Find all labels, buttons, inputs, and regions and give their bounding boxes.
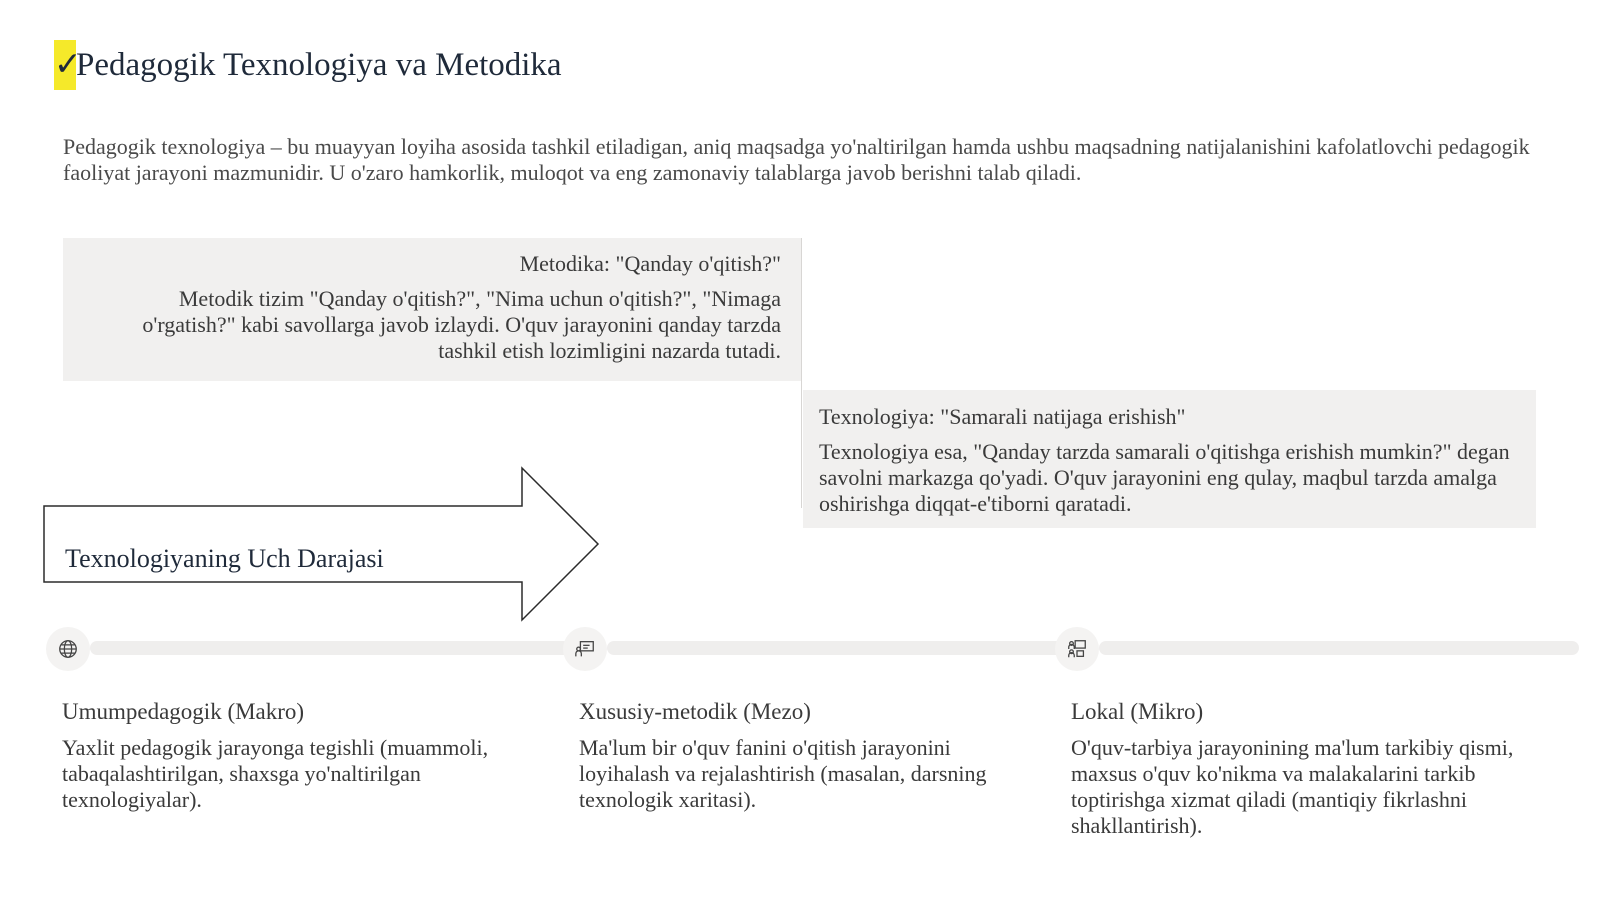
people-board-icon [1055,627,1099,671]
checkmark-icon: ✓ [54,40,76,90]
intro-paragraph: Pedagogik texnologiya – bu muayyan loyiha asosida tashkil etiladigan, aniq maqsadga yo'naltirilgan hamda ushbu maqsadning natijalanishini kafolatlovchi pedagogik faoliyat jarayoni mazmunidir. U o'zaro hamkorlik, muloqot va eng zamonaviy talablarga javob berishni talab qiladi. [63,134,1530,185]
level-bar [607,641,1087,655]
presentation-icon [563,627,607,671]
level-title: Xususiy-metodik (Mezo) [579,699,811,724]
level-text: Ma'lum bir o'quv fanini o'qitish jarayonini loyihalash va rejalashtirish (masalan, darsning texnologik xaritasi). [579,735,987,812]
level-bar [90,641,570,655]
globe-icon [46,627,90,671]
metodika-card [63,238,801,381]
metodika-title: Metodika: "Qanday o'qitish?" [519,251,781,276]
level-text: O'quv-tarbiya jarayonining ma'lum tarkibiy qismi, maxsus o'quv ko'nikma va malakalarini tarkib toptirishga xizmat qiladi (mantiqiy fikrlashni shakllantirish). [1071,735,1514,838]
page-title-text: Pedagogik Texnologiya va Metodika [76,47,562,83]
texnologiya-text: Texnologiya esa, "Qanday tarzda samarali o'qitishga erishish mumkin?" degan savolni markazga qo'yadi. O'quv jarayonini eng qulay, maqbul tarzda amalga oshirishga diqqat-e'tiborni qaratadi. [819,439,1510,516]
page-title [54,40,562,90]
metodika-text: Metodik tizim "Qanday o'qitish?", "Nima uchun o'qitish?", "Nimaga o'rgatish?" kabi savollarga javob izlaydi. O'quv jarayonini qanday tarzda tashkil etish lozimligini nazarda tutadi. [142,286,781,363]
level-bar [1099,641,1579,655]
texnologiya-card [803,390,1536,528]
level-title: Lokal (Mikro) [1071,699,1204,724]
arrow-label: Texnologiyaning Uch Darajasi [65,544,384,573]
level-text: Yaxlit pedagogik jarayonga tegishli (muammoli, tabaqalashtirilgan, shaxsga yo'naltirilgan texnologiyalar). [62,735,489,812]
level-title: Umumpedagogik (Makro) [62,699,305,724]
timeline-divider [801,238,802,508]
texnologiya-title: Texnologiya: "Samarali natijaga erishish" [819,404,1186,429]
